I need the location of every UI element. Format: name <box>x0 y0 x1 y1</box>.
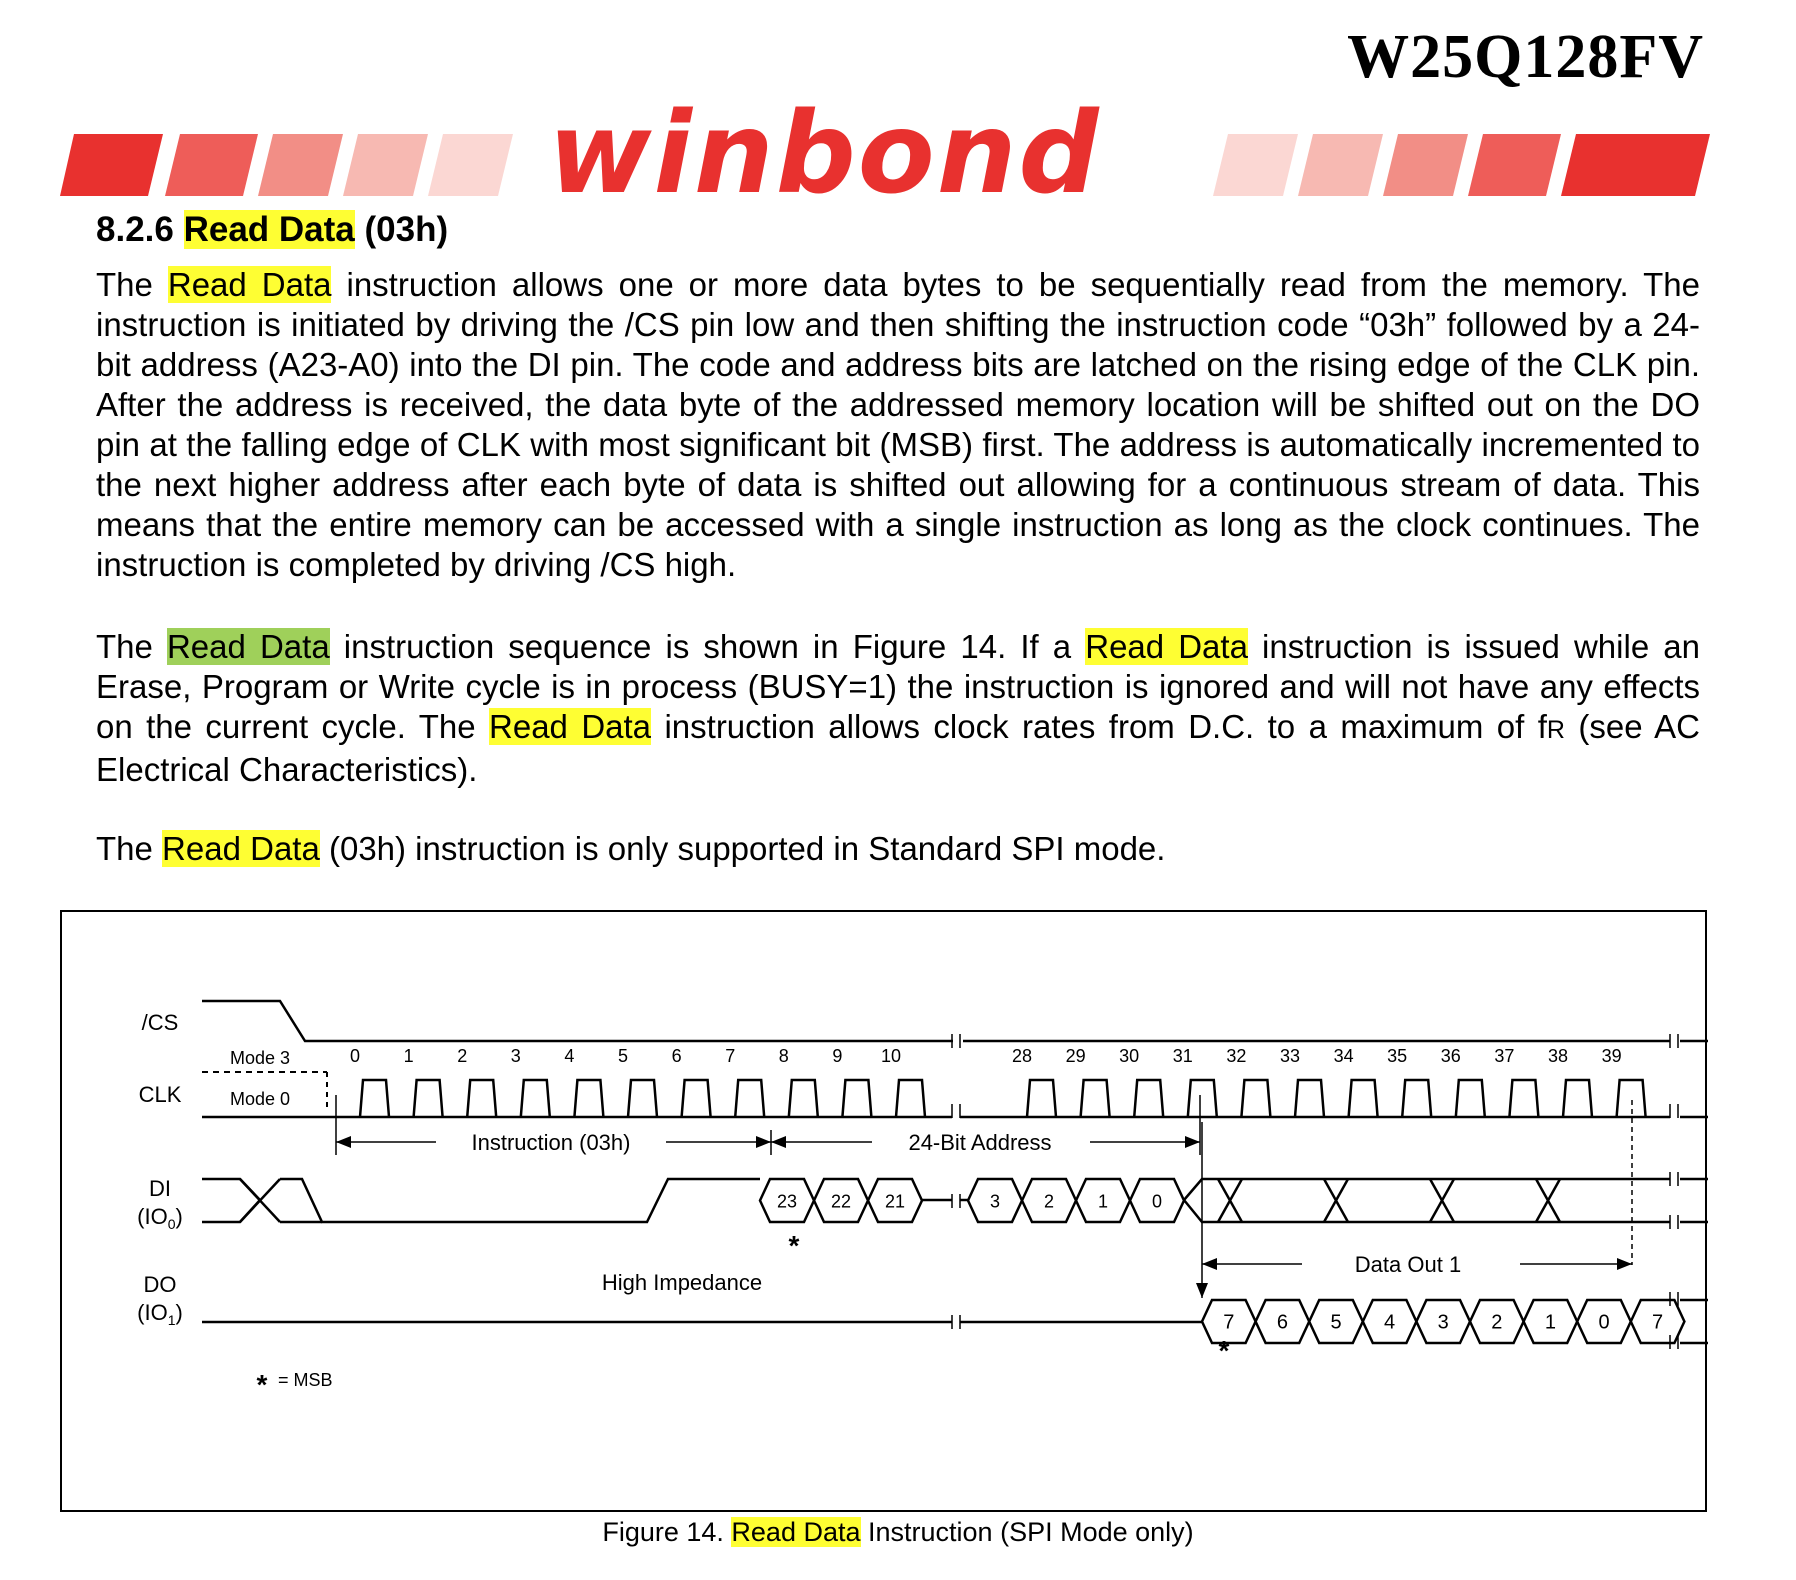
di-dont-care-edge <box>1184 1200 1670 1222</box>
p3-text-2: (03h) instruction is only supported in Standard SPI mode. <box>319 830 1166 867</box>
section-code: (03h) <box>364 210 449 249</box>
clk-pulse <box>1241 1080 1270 1117</box>
clk-pulse <box>414 1080 443 1117</box>
p2-text-2: instruction sequence is shown in Figure 14. If a <box>329 628 1086 665</box>
clk-pulse <box>896 1080 925 1117</box>
bit-label: 6 <box>1276 1311 1288 1334</box>
clk-waveform <box>202 1080 1708 1117</box>
p1-text-pre: The <box>96 266 168 303</box>
di-address-bits <box>760 1179 1184 1222</box>
clk-cycle-number: 9 <box>832 1046 843 1066</box>
section-number: 8.2.6 <box>96 210 174 249</box>
logo-stripes-left <box>60 134 513 196</box>
clk-pulse <box>842 1080 871 1117</box>
msb-legend-star: * <box>256 1369 268 1400</box>
di-msb-marker: * <box>788 1230 800 1261</box>
clk-cycle-number: 37 <box>1494 1046 1515 1066</box>
section-name: Read Data <box>183 210 355 249</box>
clk-pulse <box>360 1080 389 1117</box>
part-number: W25Q128FV <box>1347 23 1704 91</box>
diagram-frame <box>61 911 1706 1511</box>
signal-label-di: DI <box>149 1176 171 1201</box>
di-waveform <box>202 1179 760 1222</box>
data-out-label: Data Out 1 <box>1354 1252 1462 1277</box>
clk-pulse <box>1081 1080 1110 1117</box>
clk-mode3-label: Mode 3 <box>230 1048 291 1068</box>
clk-cycle-number: 39 <box>1601 1046 1622 1066</box>
clk-pulse <box>1509 1080 1538 1117</box>
timing-diagram <box>60 910 1710 1515</box>
instruction-label: Instruction (03h) <box>471 1130 631 1155</box>
di-dont-care <box>1184 1179 1708 1222</box>
bit-label: 0 <box>1598 1311 1610 1334</box>
caption-highlight: Read Data <box>731 1517 861 1547</box>
clk-pulse <box>521 1080 550 1117</box>
bit-label: 2 <box>1491 1311 1503 1334</box>
clk-pulse <box>1188 1080 1217 1117</box>
bit-label: 22 <box>830 1191 852 1212</box>
cs-waveform <box>202 1001 1708 1041</box>
clk-cycle-number: 0 <box>349 1046 361 1066</box>
p2-subscript: R <box>1546 716 1565 744</box>
clk-cycle-number: 36 <box>1440 1046 1461 1066</box>
winbond-logo <box>60 100 1710 200</box>
clk-cycle-number: 31 <box>1172 1046 1193 1066</box>
clk-cycle-number: 8 <box>778 1046 789 1066</box>
figure-caption <box>0 1517 1796 1548</box>
caption-post: Instruction (SPI Mode only) <box>860 1517 1194 1547</box>
clk-pulse <box>682 1080 711 1117</box>
p2-text-1: The <box>96 628 167 665</box>
p1-text-post: instruction allows one or more data bytes to be sequentially read from the memory. The instruction is initiated by driving the /CS pin low and then shifting the instruction code “03h” followed by a 24-bit address (A23-A0) into the DI pin. The code and address bits are latched on the rising edge of the CLK pin. After the address is received, the data byte of the addressed memory location will be shifted out on the DO pin at the falling edge of CLK with most significant bit (MSB) first. The address is automatically incremented to the next higher address after each byte of data is shifted out allowing for a continuous stream of data. This means that the entire memory can be accessed with a single instruction as long as the clock continues. The instruction is completed by driving /CS high. <box>96 266 1700 583</box>
clk-pulse <box>789 1080 818 1117</box>
clk-pulse <box>1456 1080 1485 1117</box>
p3-highlight: Read Data <box>162 830 320 867</box>
clk-pulse <box>1134 1080 1163 1117</box>
paragraph-description <box>96 265 1700 585</box>
logo-stripes-right <box>1213 134 1710 196</box>
instruction-interval <box>336 1095 771 1155</box>
p2-text-4: instruction allows clock rates from D.C. to a maximum of f <box>651 708 1547 745</box>
bit-label: 1 <box>1097 1191 1109 1212</box>
bit-label: 0 <box>1151 1191 1163 1212</box>
bit-label: 21 <box>884 1191 906 1212</box>
bit-label: 3 <box>1437 1311 1449 1334</box>
do-msb-marker: * <box>1218 1335 1230 1366</box>
p2-highlight-3: Read Data <box>489 708 652 745</box>
paragraph-sequence <box>96 627 1700 790</box>
clk-cycle-numbers <box>350 1046 1622 1066</box>
msb-legend-text: = MSB <box>278 1370 333 1390</box>
signal-label-cs: /CS <box>141 1010 179 1035</box>
p2-highlight-2: Read Data <box>1085 628 1248 665</box>
clk-cycle-number: 3 <box>510 1046 521 1066</box>
bit-label: 7 <box>1652 1311 1664 1334</box>
signal-label-clk: CLK <box>138 1082 182 1107</box>
high-impedance-label: High Impedance <box>601 1270 763 1295</box>
section-title <box>96 210 448 250</box>
clk-cycle-number: 33 <box>1279 1046 1301 1066</box>
p1-highlight: Read Data <box>167 266 332 303</box>
p3-text-1: The <box>96 830 163 867</box>
clk-cycle-number: 30 <box>1119 1046 1140 1066</box>
data-out-interval <box>1202 1100 1632 1298</box>
clk-cycle-number: 32 <box>1226 1046 1247 1066</box>
clk-cycle-number: 2 <box>457 1046 468 1066</box>
clk-cycle-number: 35 <box>1387 1046 1408 1066</box>
clk-pulse <box>1402 1080 1431 1117</box>
clk-pulse <box>467 1080 496 1117</box>
bit-label: 7 <box>1223 1311 1235 1334</box>
signal-label-di-io: $(IO_0)$ <box>137 1204 183 1232</box>
do-data-bits <box>1202 1300 1708 1343</box>
clk-cycle-number: 1 <box>403 1046 414 1066</box>
clk-pulse <box>1563 1080 1592 1117</box>
clk-cycle-number: 34 <box>1333 1046 1354 1066</box>
clk-pulse <box>1349 1080 1378 1117</box>
clk-cycle-number: 29 <box>1065 1046 1086 1066</box>
paragraph-spi-mode <box>96 829 1700 869</box>
bit-label: 4 <box>1384 1311 1396 1334</box>
clk-pulse <box>735 1080 764 1117</box>
clk-cycle-number: 38 <box>1547 1046 1569 1066</box>
p2-text-5: (see AC Electrical Characteristics). <box>96 708 1701 788</box>
caption-pre: Figure 14. <box>602 1517 732 1547</box>
clk-cycle-number: 10 <box>880 1046 902 1066</box>
bit-label: 1 <box>1544 1311 1556 1334</box>
clk-cycle-number: 28 <box>1011 1046 1033 1066</box>
clk-pulse <box>1617 1080 1646 1117</box>
bit-label: 3 <box>989 1191 1001 1212</box>
di-dont-care-edge <box>1184 1179 1670 1200</box>
signal-label-do: DO <box>143 1272 177 1297</box>
clk-pulse <box>1295 1080 1324 1117</box>
clk-pulse <box>574 1080 603 1117</box>
p2-text-3: instruction is issued while an Erase, Program or Write cycle is in process (BUSY=1) the instruction is ignored and will not have any effects on the current cycle. The <box>96 628 1700 745</box>
address-label: 24-Bit Address <box>908 1130 1052 1155</box>
clk-cycle-number: 6 <box>671 1046 682 1066</box>
p2-highlight-1: Read Data <box>166 628 330 665</box>
clk-cycle-number: 7 <box>725 1046 736 1066</box>
clk-cycle-number: 4 <box>564 1046 575 1066</box>
clk-pulse <box>628 1080 657 1117</box>
signal-label-do-io: $(IO_1)$ <box>137 1300 183 1328</box>
brand-wordmark: winbond <box>548 100 1101 200</box>
bit-label: 5 <box>1330 1311 1342 1334</box>
clk-cycle-number: 5 <box>617 1046 629 1066</box>
clk-mode0-label: Mode 0 <box>230 1089 291 1109</box>
bit-label: 2 <box>1043 1191 1055 1212</box>
clk-pulse <box>1027 1080 1056 1117</box>
bit-label: 23 <box>776 1191 798 1212</box>
